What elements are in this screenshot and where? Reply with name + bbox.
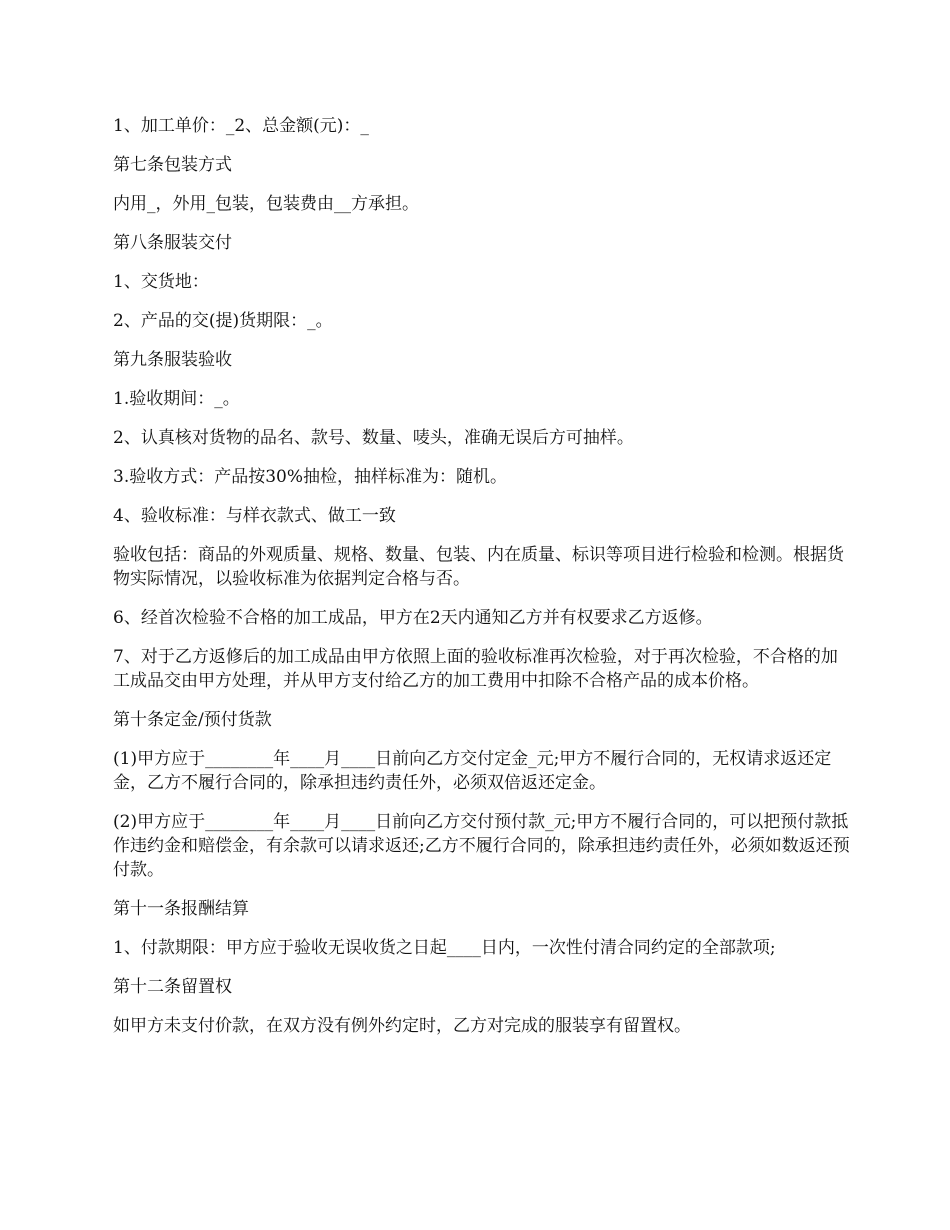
clause-text: 6、经首次检验不合格的加工成品，甲方在2天内通知乙方并有权要求乙方返修。 <box>113 608 713 628</box>
section-heading: 第十二条留置权 <box>113 977 232 997</box>
clause-text: 1.验收期间：_。 <box>113 389 240 409</box>
clause-text: 1、付款期限：甲方应于验收无误收货之日起____日内，一次性付清合同约定的全部款项; <box>113 938 776 958</box>
clause-text: 内用_，外用_包装，包装费由__方承担。 <box>113 194 419 214</box>
clause-text: (1)甲方应于________年____月____日前向乙方交付定金_元;甲方不履行合同的，无权请求返还定金，乙方不履行合同的，除承担违约责任外，必须双倍返还定金。 <box>113 749 832 793</box>
clause-text: 3.验收方式：产品按30%抽检，抽样标准为：随机。 <box>113 467 508 487</box>
document-body <box>113 114 853 1038</box>
clause-text: 1、交货地： <box>113 272 209 292</box>
clause-text: 7、对于乙方返修后的加工成品由甲方依照上面的验收标准再次检验，对于再次检验，不合格的加工成品交由甲方处理，并从甲方支付给乙方的加工费用中扣除不合格产品的成本价格。 <box>113 647 838 691</box>
section-heading: 第八条服装交付 <box>113 233 232 253</box>
section-heading: 第十一条报酬结算 <box>113 899 249 919</box>
clause-text: 如甲方未支付价款，在双方没有例外约定时，乙方对完成的服装享有留置权。 <box>113 1016 691 1036</box>
section-heading: 第九条服装验收 <box>113 350 232 370</box>
clause-text: 1、加工单价：_2、总金额(元)：_ <box>113 116 369 136</box>
clause-text: 2、认真核对货物的品名、款号、数量、唛头，准确无误后方可抽样。 <box>113 428 634 448</box>
section-heading: 第十条定金/预付货款 <box>113 710 272 730</box>
clause-text: 验收包括：商品的外观质量、规格、数量、包装、内在质量、标识等项目进行检验和检测。根据货物实际情况，以验收标准为依据判定合格与否。 <box>113 545 844 589</box>
clause-text: 2、产品的交(提)货期限：_。 <box>113 311 333 331</box>
clause-text: (2)甲方应于________年____月____日前向乙方交付预付款_元;甲方不履行合同的，可以把预付款抵作违约金和赔偿金，有余款可以请求返还;乙方不履行合同的，除承担违约责任外，必须如数返还预付款。 <box>113 812 850 880</box>
clause-text: 4、验收标准：与样衣款式、做工一致 <box>113 506 396 526</box>
section-heading: 第七条包装方式 <box>113 155 232 175</box>
